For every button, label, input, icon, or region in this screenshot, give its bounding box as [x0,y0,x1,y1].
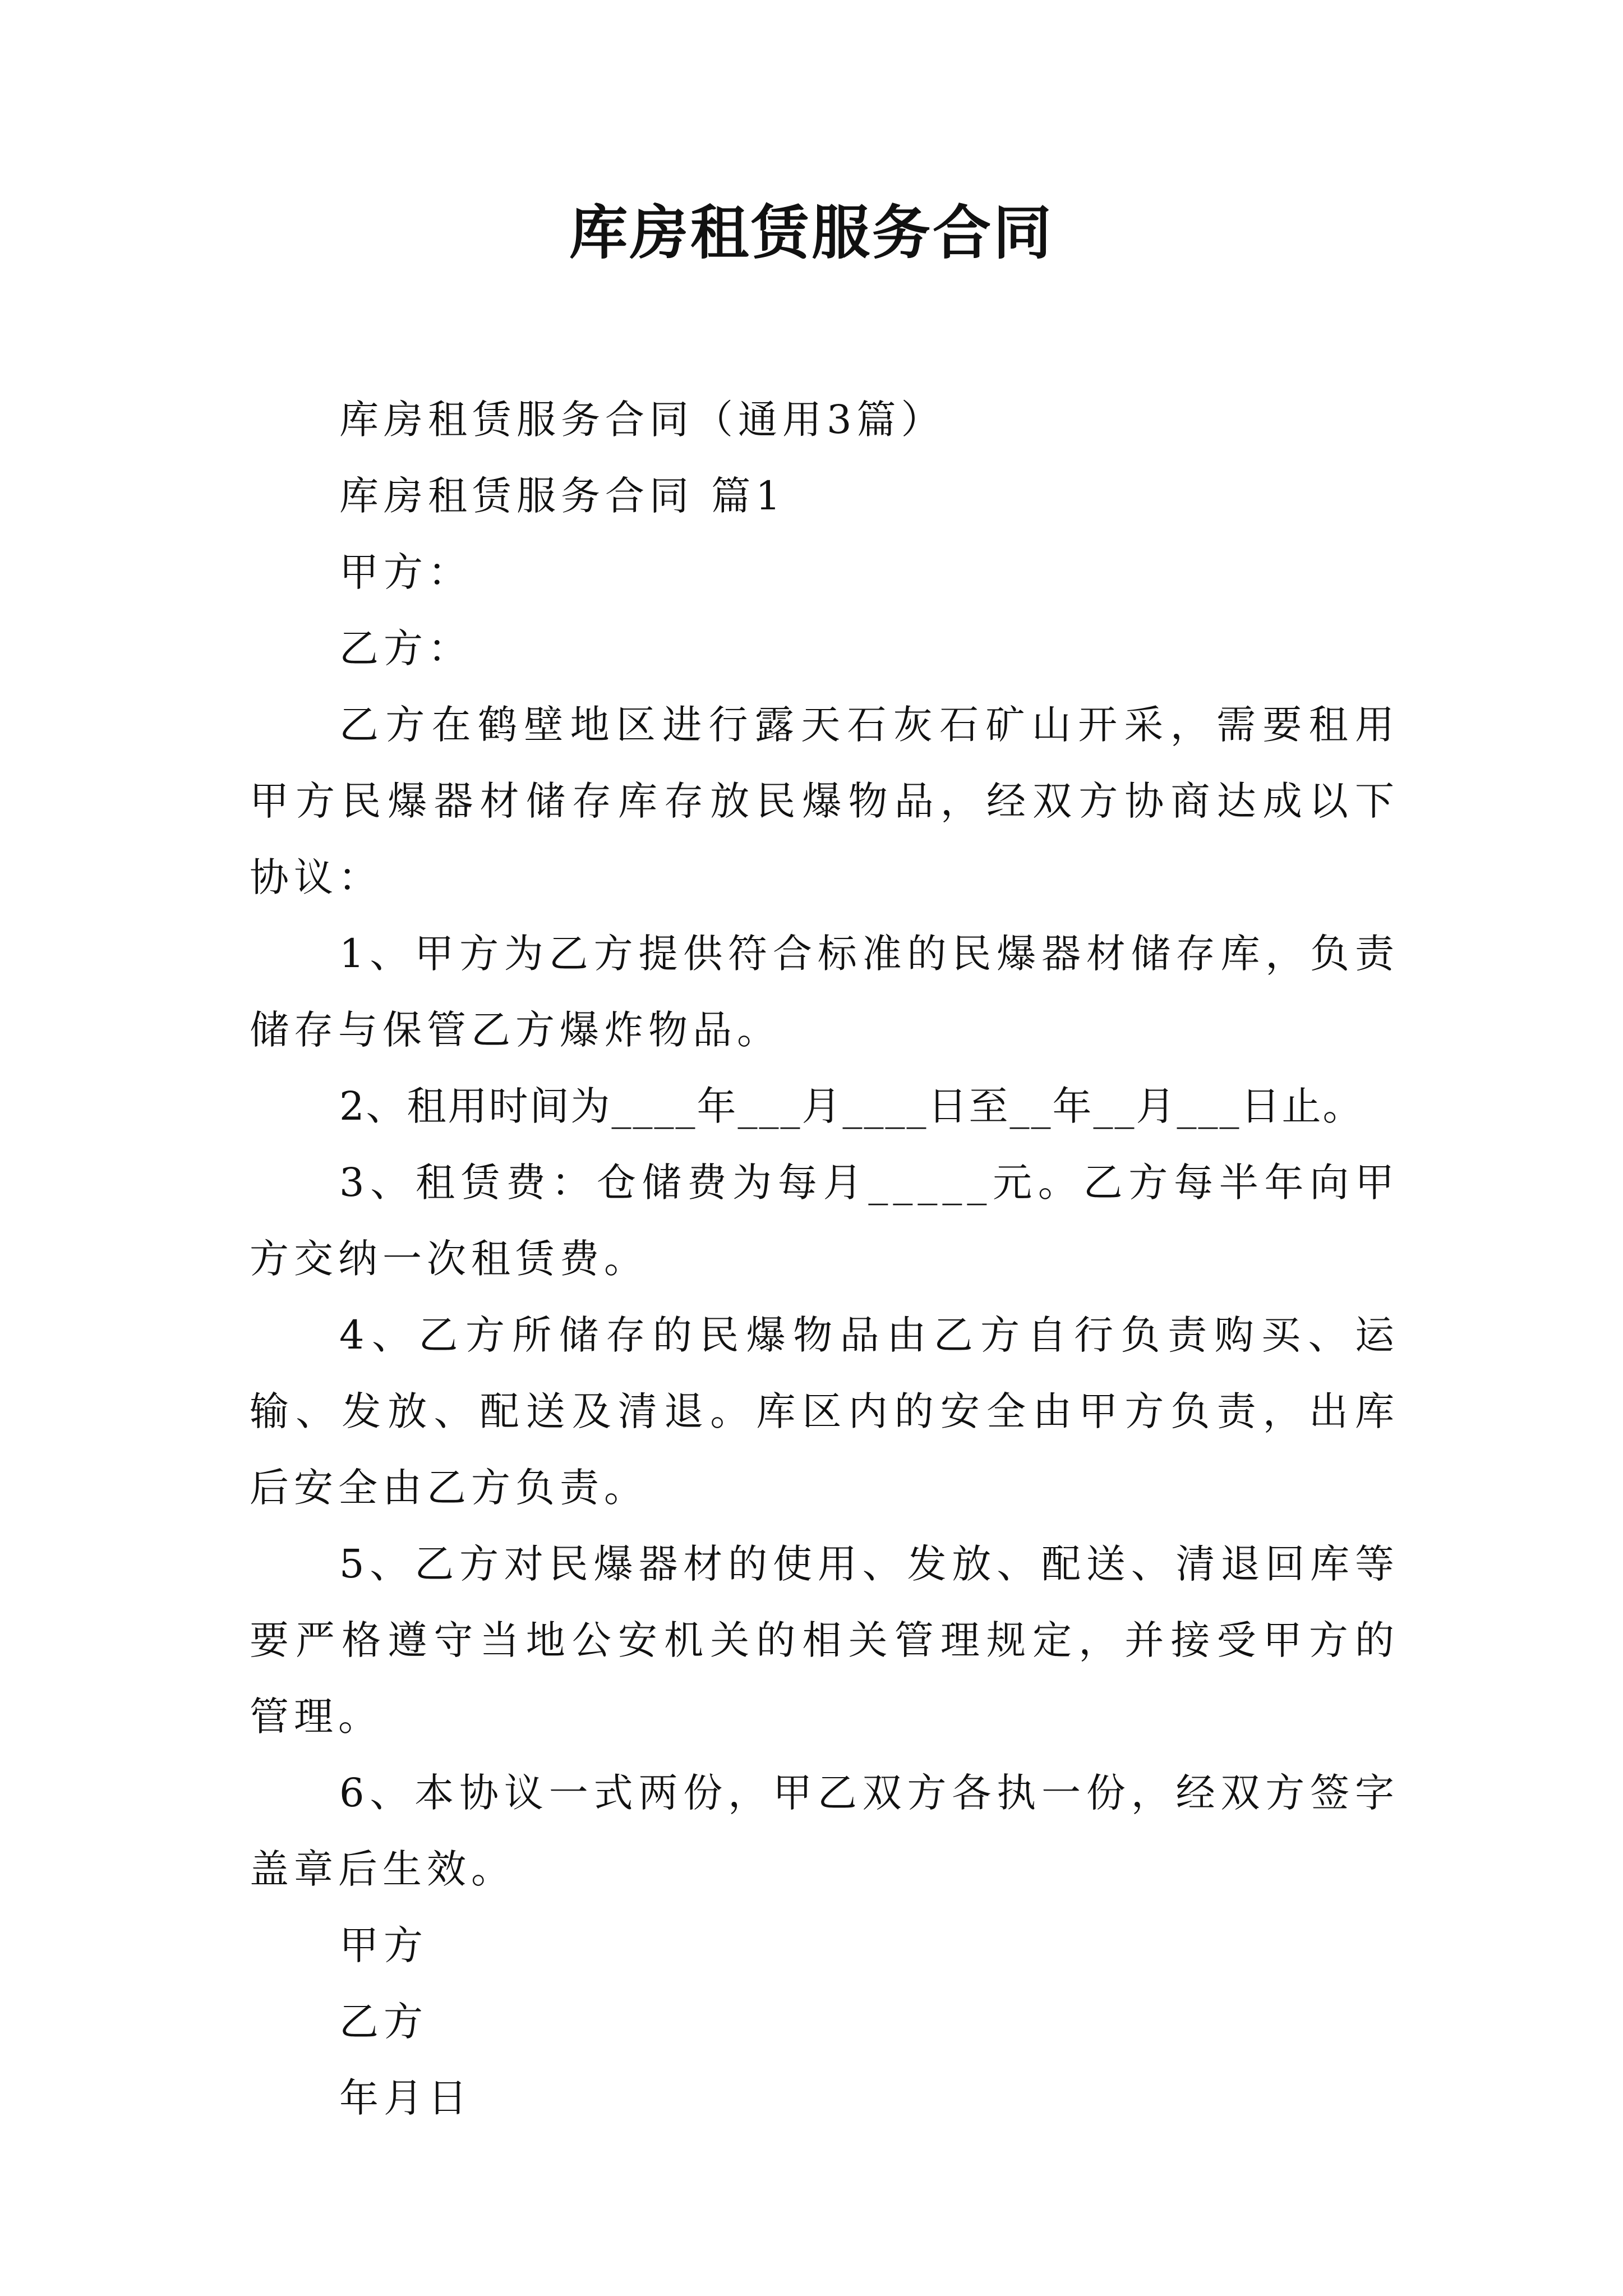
document-title: 库房租赁服务合同 [569,198,1054,267]
document-body [250,381,1399,2136]
clause-1: 1、甲方为乙方提供符合标准的民爆器材储存库，负责储存与保管乙方爆炸物品。 [250,931,1399,1053]
clause-2: 2、租用时间为____年___月____日至__年__月___日止。 [339,1083,1364,1129]
signature-date: 年月日 [339,2075,472,2121]
party-a-line: 甲方： [339,549,472,595]
clause-5: 5、乙方对民爆器材的使用、发放、配送、清退回库等要严格遵守当地公安机关的相关管理规定，并接受甲方的管理。 [250,1541,1399,1740]
subtitle-collection: 库房租赁服务合同（通用3篇） [339,397,946,443]
signature-party-a: 甲方 [339,1922,428,1968]
party-b-line: 乙方： [339,625,472,671]
clause-4: 4、乙方所储存的民爆物品由乙方自行负责购买、运输、发放、配送及清退。库区内的安全由甲方负责，出库后安全由乙方负责。 [250,1312,1399,1511]
intro-paragraph: 乙方在鹤壁地区进行露天石灰石矿山开采，需要租用甲方民爆器材储存库存放民爆物品，经双方协商达成以下协议： [250,702,1399,900]
signature-party-b: 乙方 [339,1999,428,2045]
clause-3: 3、租赁费：仓储费为每月_____元。乙方每半年向甲方交纳一次租赁费。 [250,1159,1399,1282]
subtitle-part-1: 库房租赁服务合同 篇1 [339,473,786,519]
clause-6: 6、本协议一式两份，甲乙双方各执一份，经双方签字盖章后生效。 [250,1770,1399,1892]
